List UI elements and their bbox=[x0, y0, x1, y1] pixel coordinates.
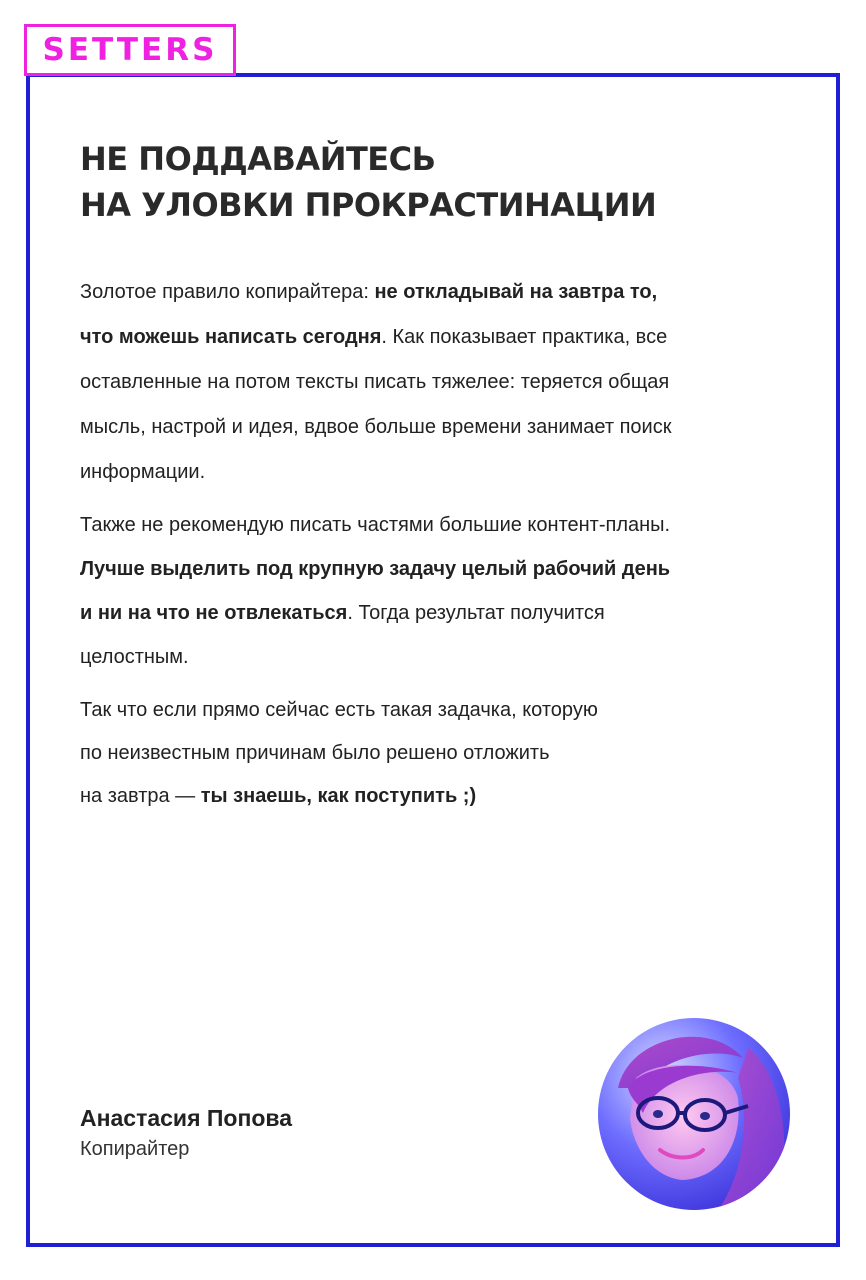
p2-bold-text: и ни на что не отвлекаться bbox=[80, 602, 348, 624]
p1-text: Золотое правило копирайтера: bbox=[80, 281, 375, 303]
p3-line-1: Так что если прямо сейчас есть такая задачка, которую bbox=[80, 699, 598, 721]
avatar-portrait-icon bbox=[598, 1018, 790, 1210]
p1-line-3: оставленные на потом тексты писать тяжелее: теряется общая bbox=[80, 371, 670, 393]
p3-text: на завтра — bbox=[80, 785, 201, 807]
p2-line-1: Также не рекомендую писать частями большие контент-планы. bbox=[80, 514, 671, 536]
p2-line-2: Лучше выделить под крупную задачу целый рабочий день bbox=[80, 558, 671, 580]
page-title bbox=[80, 136, 800, 228]
p1-line-4: мысль, настрой и идея, вдвое больше времени занимает поиск bbox=[80, 416, 672, 438]
paragraph-2 bbox=[80, 503, 810, 679]
paragraph-3 bbox=[80, 689, 810, 818]
title-line-1: НЕ ПОДДАВАЙТЕСЬ bbox=[80, 140, 436, 178]
p2-text: . Тогда результат получится bbox=[347, 602, 605, 624]
p2-line-3 bbox=[80, 591, 810, 635]
p1-bold-text: что можешь написать сегодня bbox=[80, 326, 382, 348]
p1-text: . Как показывает практика, все bbox=[381, 326, 668, 348]
setters-logo bbox=[24, 24, 236, 76]
p3-bold-text: ты знаешь, как поступить ;) bbox=[200, 785, 477, 807]
p1-line-1 bbox=[80, 270, 810, 315]
paragraph-1 bbox=[80, 270, 810, 495]
p1-line-5: информации. bbox=[80, 461, 206, 483]
author-block bbox=[80, 1102, 292, 1164]
logo-text: SETTERS bbox=[42, 32, 218, 68]
p3-line-3 bbox=[80, 775, 810, 818]
p1-bold-text: не откладывай на завтра то, bbox=[374, 281, 658, 303]
author-role: Копирайтер bbox=[80, 1138, 190, 1160]
p3-line-2: по неизвестным причинам было решено отложить bbox=[80, 742, 550, 764]
title-line-2: НА УЛОВКИ ПРОКРАСТИНАЦИИ bbox=[80, 186, 657, 224]
p2-line-4: целостным. bbox=[80, 646, 189, 668]
article-body bbox=[80, 270, 810, 818]
avatar bbox=[598, 1018, 790, 1210]
p1-line-2 bbox=[80, 315, 810, 360]
author-name: Анастасия Попова bbox=[80, 1105, 293, 1131]
